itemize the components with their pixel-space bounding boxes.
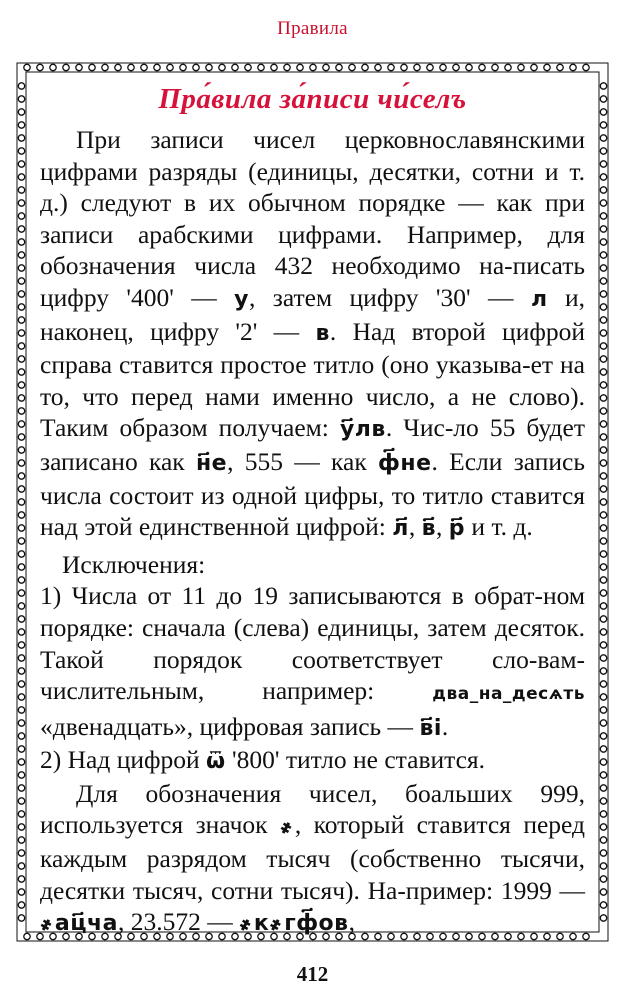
border-loop <box>600 772 606 778</box>
border-loop <box>600 343 606 349</box>
border-loop <box>18 785 24 791</box>
border-loop <box>18 122 24 128</box>
border-loop <box>600 720 606 726</box>
border-loop <box>323 64 329 70</box>
paragraph-intro <box>40 124 585 545</box>
border-loop <box>600 252 606 258</box>
border-loop <box>154 64 160 70</box>
border-loop <box>600 668 606 674</box>
border-loop <box>18 837 24 843</box>
border-loop <box>362 64 368 70</box>
border-loop <box>600 356 606 362</box>
border-loop <box>18 694 24 700</box>
border-loop <box>492 64 498 70</box>
border-loop <box>245 64 251 70</box>
running-header: Правила <box>277 18 348 39</box>
text-run: и, наконец, цифру '2' — <box>40 282 585 346</box>
border-loop <box>18 772 24 778</box>
numeral-800: ѿ <box>206 749 226 775</box>
border-loop <box>600 460 606 466</box>
border-loop <box>18 252 24 258</box>
border-loop <box>76 64 82 70</box>
border-loop <box>18 850 24 856</box>
border-loop <box>18 915 24 921</box>
border-loop <box>18 317 24 323</box>
border-loop <box>128 64 134 70</box>
text-run: , <box>348 907 355 937</box>
paragraph-thousands <box>40 778 585 940</box>
border-loop <box>453 64 459 70</box>
border-loop <box>600 512 606 518</box>
slavonic-word-twelve: два_на_десѧть <box>432 684 585 705</box>
border-loop <box>600 148 606 154</box>
border-loop <box>18 96 24 102</box>
exception-item-1 <box>40 580 585 744</box>
border-loop <box>18 148 24 154</box>
border-loop <box>18 343 24 349</box>
text-run: , 23.572 — <box>117 907 240 937</box>
border-loop <box>18 577 24 583</box>
border-loop <box>600 785 606 791</box>
border-loop <box>18 512 24 518</box>
border-loop <box>600 733 606 739</box>
border-loop <box>18 746 24 752</box>
numeral-432: у҃лв <box>339 417 386 443</box>
border-loop <box>336 64 342 70</box>
text-run: «двенадцать», цифровая запись — <box>40 711 420 741</box>
border-loop <box>18 83 24 89</box>
border-loop <box>284 64 290 70</box>
border-loop <box>18 538 24 544</box>
border-loop <box>557 64 563 70</box>
border-loop <box>18 187 24 193</box>
numeral-55: н҃е <box>195 450 228 476</box>
border-loop <box>18 200 24 206</box>
border-loop <box>18 863 24 869</box>
border-loop <box>600 551 606 557</box>
border-loop <box>18 551 24 557</box>
border-loop <box>24 933 30 939</box>
border-loop <box>258 64 264 70</box>
text-run: 1) Числа от 11 до 19 записываются в обрат-ном порядке: сначала (слева) единицы, затем десяток. Такой порядок соответствует сло-вам-числительным, например: <box>40 581 585 706</box>
text-run: . Над второй цифрой справа ставится простое титло (оно указыва-ет на то, что перед нами именно число, а не слово). Таким образом получаем: <box>40 316 586 443</box>
numeral-555: ф҃не <box>378 450 432 476</box>
section-title: Пра́вила за́писи чи́селъ <box>158 83 467 115</box>
text-run: . Если запись числа состоит из одной цифры, то титло ставится над этой единственной цифрой: <box>40 446 585 542</box>
border-loop <box>600 200 606 206</box>
border-loop <box>600 265 606 271</box>
exceptions-heading: Исключения: <box>62 549 206 579</box>
border-loop <box>600 109 606 115</box>
numeral-1999: ҂ац҃ча <box>40 911 118 937</box>
text-run: Для обозначения чисел, боальших 999, используется значок <box>40 778 585 840</box>
border-loop <box>600 96 606 102</box>
border-loop <box>167 64 173 70</box>
border-loop <box>600 408 606 414</box>
border-loop <box>271 64 277 70</box>
border-loop <box>18 265 24 271</box>
border-loop <box>466 64 472 70</box>
border-loop <box>18 564 24 570</box>
border-loop <box>18 603 24 609</box>
thousand-sign: ҂ <box>279 814 295 840</box>
border-loop <box>63 64 69 70</box>
border-loop <box>600 642 606 648</box>
border-loop <box>600 239 606 245</box>
border-loop <box>600 447 606 453</box>
text-run: 2) Над цифрой <box>40 745 207 775</box>
border-loop <box>600 382 606 388</box>
border-loop <box>193 64 199 70</box>
border-loop <box>600 759 606 765</box>
numeral-400: у <box>234 286 249 312</box>
border-loop <box>600 434 606 440</box>
border-loop <box>600 538 606 544</box>
border-loop <box>600 317 606 323</box>
border-loop <box>18 525 24 531</box>
border-loop <box>18 174 24 180</box>
border-loop <box>18 668 24 674</box>
page-content <box>40 82 585 940</box>
text-run: '800' титло не ставится. <box>225 745 486 775</box>
page-number: 412 <box>296 962 329 986</box>
border-loop <box>600 473 606 479</box>
border-loop <box>349 64 355 70</box>
border-loop <box>18 902 24 908</box>
border-loop <box>18 798 24 804</box>
border-loop <box>141 64 147 70</box>
border-loop <box>600 915 606 921</box>
numeral-2-titlo: в҃ <box>421 516 437 542</box>
border-loop <box>600 707 606 713</box>
border-loop <box>600 694 606 700</box>
border-loop <box>18 395 24 401</box>
border-loop <box>89 64 95 70</box>
text-run: . <box>441 711 449 741</box>
border-loop <box>18 707 24 713</box>
border-loop <box>297 64 303 70</box>
border-loop <box>479 64 485 70</box>
border-loop <box>115 64 121 70</box>
border-loop <box>600 525 606 531</box>
border-loop <box>600 278 606 284</box>
border-loop <box>232 64 238 70</box>
border-loop <box>18 447 24 453</box>
border-loop <box>600 655 606 661</box>
border-loop <box>600 486 606 492</box>
border-loop <box>18 460 24 466</box>
border-loop <box>414 64 420 70</box>
border-loop <box>600 603 606 609</box>
border-loop <box>18 642 24 648</box>
border-loop <box>18 330 24 336</box>
border-loop <box>388 64 394 70</box>
border-loop <box>206 64 212 70</box>
border-loop <box>18 408 24 414</box>
border-loop <box>600 850 606 856</box>
border-loop <box>18 304 24 310</box>
border-loop <box>600 889 606 895</box>
border-loop <box>600 83 606 89</box>
numeral-2: в <box>315 320 330 346</box>
border-loop <box>18 720 24 726</box>
border-loop <box>600 863 606 869</box>
border-loop <box>18 369 24 375</box>
border-loop <box>18 161 24 167</box>
border-loop <box>600 187 606 193</box>
border-loop <box>600 226 606 232</box>
border-loop <box>600 161 606 167</box>
border-loop <box>600 798 606 804</box>
text-run: , <box>408 512 422 542</box>
border-loop <box>18 213 24 219</box>
border-loop <box>600 746 606 752</box>
border-loop <box>50 64 56 70</box>
border-loop <box>375 64 381 70</box>
border-loop <box>24 64 30 70</box>
numeral-100-titlo: р҃ <box>448 516 466 542</box>
numeral-23572: ҂к҂гф҃ов <box>239 911 349 937</box>
border-loop <box>600 395 606 401</box>
border-loop <box>18 226 24 232</box>
border-loop <box>583 64 589 70</box>
border-loop <box>18 135 24 141</box>
border-loop <box>544 64 550 70</box>
border-loop <box>427 64 433 70</box>
text-run: , затем цифру '30' — <box>249 282 531 312</box>
border-loop <box>600 824 606 830</box>
border-loop <box>18 681 24 687</box>
border-loop <box>600 369 606 375</box>
border-loop <box>18 109 24 115</box>
border-loop <box>600 564 606 570</box>
border-loop <box>600 291 606 297</box>
border-loop <box>18 291 24 297</box>
text-run: , <box>436 512 449 542</box>
border-loop <box>600 174 606 180</box>
border-loop <box>600 902 606 908</box>
border-loop <box>600 629 606 635</box>
border-loop <box>600 876 606 882</box>
border-loop <box>600 616 606 622</box>
border-loop <box>505 64 511 70</box>
border-loop <box>600 577 606 583</box>
border-loop <box>18 382 24 388</box>
numeral-12: в҃і <box>419 715 442 741</box>
border-loop <box>18 278 24 284</box>
border-loop <box>600 122 606 128</box>
border-loop <box>18 876 24 882</box>
exception-item-2 <box>40 744 585 778</box>
border-loop <box>518 64 524 70</box>
border-loop <box>180 64 186 70</box>
border-loop <box>18 486 24 492</box>
border-loop <box>600 811 606 817</box>
border-loop <box>18 590 24 596</box>
border-loop <box>310 64 316 70</box>
border-loop <box>600 499 606 505</box>
text-run: , 555 — как <box>227 446 379 476</box>
border-loop <box>600 681 606 687</box>
text-run: При записи чисел церковнославянскими цифрами разряды (единицы, десятки, сотни и т. д.) следуют в их обычном порядке — как при записи арабскими цифрами. Например, для обозначения числа 432 необходимо на-писать цифру '400' — <box>40 125 585 312</box>
border-loop <box>18 239 24 245</box>
border-loop <box>18 889 24 895</box>
border-loop <box>18 824 24 830</box>
numeral-30: л <box>530 286 548 312</box>
border-loop <box>600 590 606 596</box>
border-loop <box>600 135 606 141</box>
border-loop <box>102 64 108 70</box>
text-run: , который ставится перед каждым разрядом тысяч (собственно тысячи, десятки тысяч, сотни тысяч). На-пример: 1999 — <box>40 810 585 905</box>
border-loop <box>18 499 24 505</box>
border-loop <box>18 473 24 479</box>
numeral-30-titlo: л҃ <box>392 516 409 542</box>
border-loop <box>401 64 407 70</box>
border-loop <box>18 759 24 765</box>
text-run: . Чис-ло 55 будет записано как <box>40 413 585 476</box>
border-loop <box>18 811 24 817</box>
border-loop <box>600 421 606 427</box>
border-loop <box>531 64 537 70</box>
border-loop <box>18 655 24 661</box>
text-run: и т. д. <box>465 512 533 542</box>
border-loop <box>600 304 606 310</box>
border-loop <box>18 434 24 440</box>
border-loop <box>18 421 24 427</box>
border-loop <box>18 616 24 622</box>
border-loop <box>600 213 606 219</box>
border-loop <box>600 330 606 336</box>
border-loop <box>570 64 576 70</box>
border-loop <box>440 64 446 70</box>
border-loop <box>600 837 606 843</box>
border-loop <box>18 629 24 635</box>
border-loop <box>18 733 24 739</box>
border-loop <box>219 64 225 70</box>
border-loop <box>37 64 43 70</box>
border-loop <box>18 356 24 362</box>
